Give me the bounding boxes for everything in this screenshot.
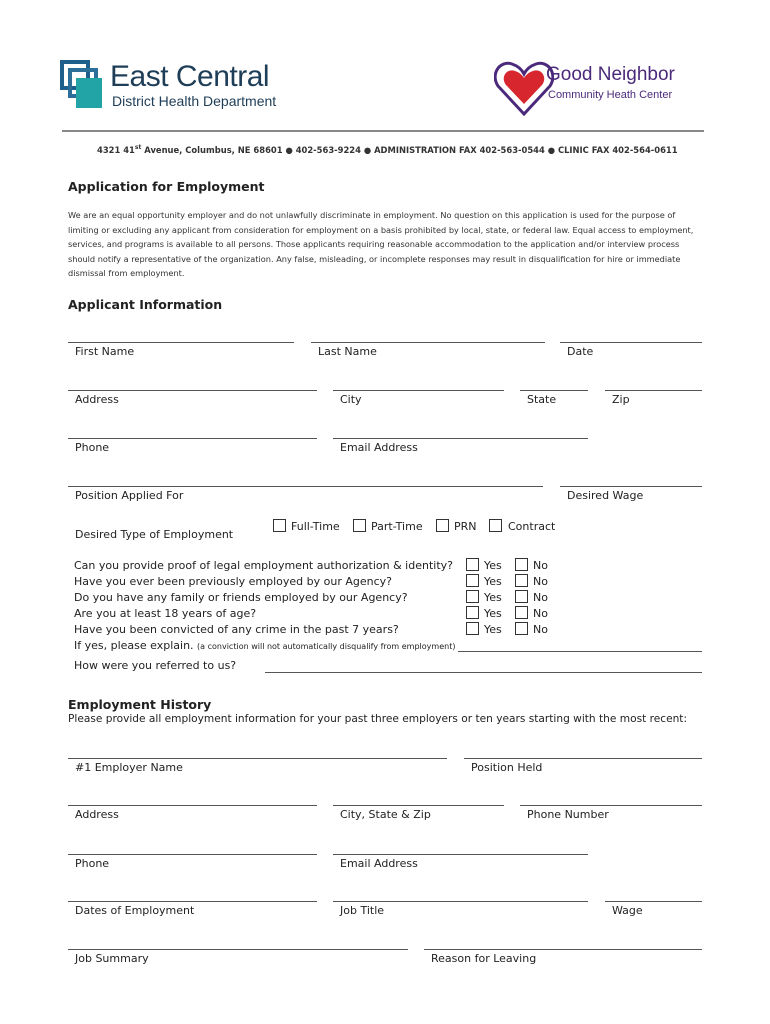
employer-address-field[interactable]	[68, 805, 317, 806]
no-checkbox-5[interactable]	[515, 622, 528, 635]
job-title-field[interactable]	[333, 901, 588, 902]
application-title: Application for Employment	[68, 179, 265, 194]
east-central-logo-mark	[60, 60, 106, 114]
employer-wage-field[interactable]	[605, 901, 702, 902]
question-1: Can you provide proof of legal employment authorization & identity?	[74, 559, 453, 572]
no-label-5: No	[533, 623, 548, 636]
first-name-field[interactable]	[68, 342, 294, 343]
no-checkbox-1[interactable]	[515, 558, 528, 571]
part-time-label: Part-Time	[371, 520, 423, 533]
full-time-label: Full-Time	[291, 520, 340, 533]
address-label: Address	[75, 393, 119, 406]
wage-field[interactable]	[560, 486, 702, 487]
state-label: State	[527, 393, 557, 406]
good-neighbor-logo	[494, 58, 704, 118]
good-neighbor-logo-title: Good Neighbor	[546, 64, 675, 85]
phone-number-field[interactable]	[520, 805, 702, 806]
explain-field[interactable]	[458, 651, 702, 652]
employer-email-field[interactable]	[333, 854, 588, 855]
yes-checkbox-2[interactable]	[466, 574, 479, 587]
address-sup: st	[134, 144, 142, 151]
zip-label: Zip	[612, 393, 630, 406]
city-state-zip-label: City, State & Zip	[340, 808, 431, 821]
date-field[interactable]	[560, 342, 702, 343]
position-label: Position Applied For	[75, 489, 184, 502]
part-time-checkbox[interactable]	[353, 519, 366, 532]
employer-email-label: Email Address	[340, 857, 418, 870]
no-checkbox-2[interactable]	[515, 574, 528, 587]
contract-label: Contract	[508, 520, 556, 533]
no-label-2: No	[533, 575, 548, 588]
yes-label-1: Yes	[484, 559, 502, 572]
zip-field[interactable]	[605, 390, 702, 391]
no-checkbox-3[interactable]	[515, 590, 528, 603]
email-label: Email Address	[340, 441, 418, 454]
contract-checkbox[interactable]	[489, 519, 502, 532]
state-field[interactable]	[520, 390, 588, 391]
email-field[interactable]	[333, 438, 588, 439]
position-held-field[interactable]	[464, 758, 702, 759]
no-label-3: No	[533, 591, 548, 604]
explain-note: (a conviction will not automatically disqualify from employment)	[197, 642, 456, 651]
yes-label-4: Yes	[484, 607, 502, 620]
yes-label-5: Yes	[484, 623, 502, 636]
employer-wage-label: Wage	[612, 904, 643, 917]
yes-label-3: Yes	[484, 591, 502, 604]
history-heading: Employment History	[68, 697, 212, 712]
explain-label	[74, 639, 455, 652]
phone-number-label: Phone Number	[527, 808, 609, 821]
full-time-checkbox[interactable]	[273, 519, 286, 532]
employer-address-label: Address	[75, 808, 119, 821]
east-central-logo-title: East Central	[110, 60, 270, 93]
heart-icon	[494, 58, 554, 118]
dates-field[interactable]	[68, 901, 317, 902]
date-label: Date	[567, 345, 594, 358]
employer-label: #1 Employer Name	[75, 761, 183, 774]
prn-label: PRN	[454, 520, 477, 533]
question-5: Have you been convicted of any crime in the past 7 years?	[74, 623, 399, 636]
employment-type-label: Desired Type of Employment	[75, 528, 234, 541]
yes-label-2: Yes	[484, 575, 502, 588]
no-label-4: No	[533, 607, 548, 620]
header-divider	[62, 130, 704, 132]
question-2: Have you ever been previously employed by our Agency?	[74, 575, 392, 588]
job-summary-field[interactable]	[68, 949, 408, 950]
question-4: Are you at least 18 years of age?	[74, 607, 257, 620]
applicant-heading: Applicant Information	[68, 297, 223, 312]
referred-label: How were you referred to us?	[74, 659, 237, 672]
reason-label: Reason for Leaving	[431, 952, 537, 965]
address-rest: Avenue, Columbus, NE 68601 ● 402-563-9224 ● ADMINISTRATION FAX 402-563-0544 ● CLINIC FAX 402-564-0611	[141, 144, 678, 155]
east-central-logo	[60, 60, 277, 114]
header-address	[97, 144, 678, 155]
phone-label: Phone	[75, 441, 110, 454]
no-label-1: No	[533, 559, 548, 572]
wage-label: Desired Wage	[567, 489, 644, 502]
address-field[interactable]	[68, 390, 317, 391]
prn-checkbox[interactable]	[436, 519, 449, 532]
reason-field[interactable]	[424, 949, 702, 950]
last-name-field[interactable]	[311, 342, 545, 343]
east-central-logo-subtitle: District Health Department	[112, 93, 277, 109]
first-name-label: First Name	[75, 345, 135, 358]
yes-checkbox-5[interactable]	[466, 622, 479, 635]
question-3: Do you have any family or friends employed by our Agency?	[74, 591, 408, 604]
last-name-label: Last Name	[318, 345, 377, 358]
yes-checkbox-4[interactable]	[466, 606, 479, 619]
phone-field[interactable]	[68, 438, 317, 439]
good-neighbor-logo-subtitle: Community Heath Center	[548, 89, 673, 101]
job-summary-label: Job Summary	[75, 952, 149, 965]
job-title-label: Job Title	[340, 904, 385, 917]
no-checkbox-4[interactable]	[515, 606, 528, 619]
eeo-paragraph: We are an equal opportunity employer and do not unlawfully discriminate in employment. No question on this application is used for the purpose of limiting or excluding any applicant from consideration for employment on a basis prohibited by local, state, or federal law. Equal access to employment, services, and programs is available to all persons. Those applicants requiring reasonable accommodation to the application and/or interview process should notify a representative of the organization. Any false, misleading, or incomplete responses may result in disqualification for hire or immediate dismissal from employment.	[68, 210, 694, 279]
yes-checkbox-1[interactable]	[466, 558, 479, 571]
explain-text: If yes, please explain.	[74, 639, 194, 652]
position-held-label: Position Held	[471, 761, 543, 774]
position-field[interactable]	[68, 486, 543, 487]
city-state-zip-field[interactable]	[333, 805, 504, 806]
yes-checkbox-3[interactable]	[466, 590, 479, 603]
employer-field[interactable]	[68, 758, 447, 759]
address-street: 4321 41	[97, 144, 135, 155]
dates-label: Dates of Employment	[75, 904, 195, 917]
city-label: City	[340, 393, 362, 406]
city-field[interactable]	[333, 390, 504, 391]
referred-field[interactable]	[265, 672, 702, 673]
history-subtitle: Please provide all employment information for your past three employers or ten years starting with the most recent:	[68, 713, 688, 725]
employer-phone-label: Phone	[75, 857, 110, 870]
employer-phone-field[interactable]	[68, 854, 317, 855]
